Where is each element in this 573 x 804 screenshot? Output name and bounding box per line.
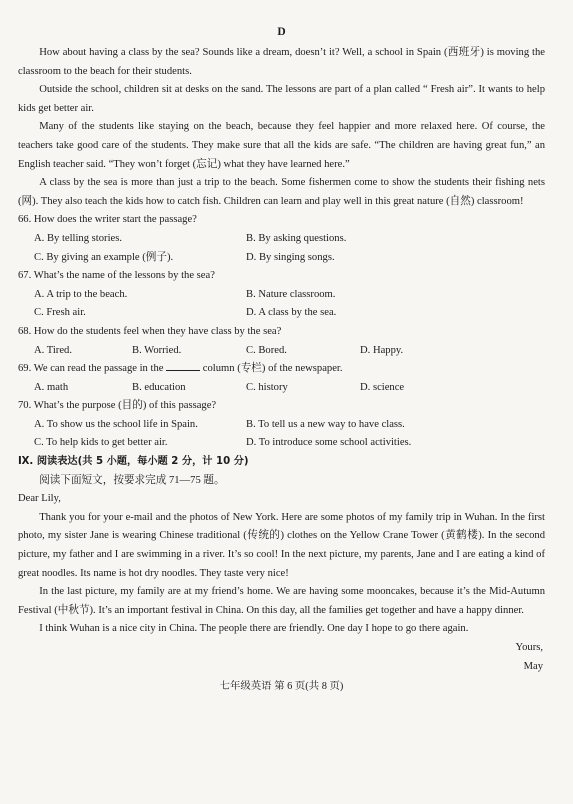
- question-stem: 67. What’s the name of the lessons by the sea?: [18, 270, 215, 282]
- options-row: [18, 416, 545, 435]
- option-a: A. To show us the school life in Spain.: [34, 418, 198, 430]
- option-d: D. By singing songs.: [246, 251, 335, 263]
- letter: [18, 490, 545, 676]
- passage-d: [18, 44, 545, 211]
- section-label: D: [277, 26, 286, 38]
- options-row: [18, 230, 545, 249]
- question-stem: [18, 360, 545, 379]
- letter-closing: Yours,: [515, 642, 543, 653]
- page-footer: 七年级英语 第 6 页(共 8 页): [219, 681, 344, 693]
- question-69: [18, 360, 545, 397]
- passage-paragraph: Many of the students like staying on the beach, because they feel happier and more relaxed here. Of course, the teachers take good care of the students. They make sure that all the kids are safe. “The children are having great fun,” an English teacher said. “They won’t forget (忘记) what they have learned here.”: [18, 121, 545, 170]
- question-stem-end: column (专栏) of the newspaper.: [202, 363, 343, 375]
- option-c: C. Fresh air.: [34, 307, 86, 319]
- options-row: [18, 304, 545, 323]
- question-70: [18, 397, 545, 453]
- option-b: B. To tell us a new way to have class.: [246, 418, 405, 430]
- options-row: [18, 249, 545, 268]
- letter-paragraph: I think Wuhan is a nice city in China. The people there are friendly. One day I hope to go there again.: [39, 623, 469, 635]
- options-row: [18, 379, 545, 398]
- question-67: [18, 267, 545, 323]
- letter-greeting: Dear Lily,: [18, 493, 61, 505]
- options-row: [18, 434, 545, 453]
- section-instruction: 阅读下面短文，按要求完成 71—75 题。: [39, 474, 225, 486]
- option-d: D. A class by the sea.: [246, 307, 337, 319]
- option-d: D. science: [360, 381, 405, 393]
- question-stem: 66. How does the writer start the passage?: [18, 214, 197, 226]
- option-a: A. A trip to the beach.: [34, 288, 128, 300]
- option-d: D. To introduce some school activities.: [246, 437, 412, 449]
- option-b: B. Nature classroom.: [246, 288, 336, 300]
- option-c: C. Bored.: [246, 344, 287, 356]
- letter-signature: May: [523, 660, 543, 672]
- option-b: B. education: [132, 381, 186, 393]
- option-c: C. By giving an example (例子).: [34, 251, 174, 263]
- option-a: A. Tired.: [34, 344, 72, 356]
- option-b: B. Worried.: [132, 344, 182, 356]
- option-a: A. math: [34, 381, 69, 393]
- letter-paragraph: In the last picture, my family are at my friend’s home. We are having some mooncakes, because it’s the Mid-Autumn Festival (中秋节). It’s an important festival in China. On this day, all the families get together and have a happy dinner.: [18, 586, 545, 616]
- question-stem: 68. How do the students feel when they have class by the sea?: [18, 325, 282, 337]
- letter-paragraph: Thank you for your e-mail and the photos of New York. Here are some photos of my family trip in Wuhan. In the first photo, my sister Jane is wearing Chinese traditional (传统的) clothes on the Yellow Crane Tower (黄鹤楼). In the second picture, my father and I are swimming in a river. It’s so cool! In the next picture, my parents, Jane and I are eating a kind of great noodles. Its name is hot dry noodles. They taste very nice!: [18, 511, 545, 579]
- option-c: C. To help kids to get better air.: [34, 437, 168, 449]
- question-68: [18, 323, 545, 360]
- question-stem: 70. What’s the purpose (目的) of this passage?: [18, 400, 217, 412]
- options-row: [18, 342, 545, 361]
- section-title: Ⅸ. 阅读表达(共 5 小题，每小题 2 分，计 10 分): [18, 456, 249, 468]
- passage-paragraph: A class by the sea is more than just a trip to the beach. Some fishermen come to show the students their fishing nets (网). They also teach the kids how to catch fish. Children can learn and play well in this great nature (自然) classroom!: [18, 177, 545, 207]
- option-b: B. By asking questions.: [246, 232, 347, 244]
- option-a: A. By telling stories.: [34, 232, 122, 244]
- option-d: D. Happy.: [360, 344, 404, 356]
- question-66: [18, 211, 545, 267]
- question-stem-start: 69. We can read the passage in the: [18, 363, 164, 375]
- options-row: [18, 286, 545, 305]
- option-c: C. history: [246, 381, 288, 393]
- passage-paragraph: How about having a class by the sea? Sounds like a dream, doesn’t it? Well, a school in Spain (西班牙) is moving the classroom to the beach for their students.: [18, 47, 545, 77]
- answer-blank[interactable]: [166, 360, 200, 371]
- passage-paragraph: Outside the school, children sit at desks on the sand. The lessons are part of a plan called “ Fresh air”. It wants to help kids get better air.: [18, 84, 545, 114]
